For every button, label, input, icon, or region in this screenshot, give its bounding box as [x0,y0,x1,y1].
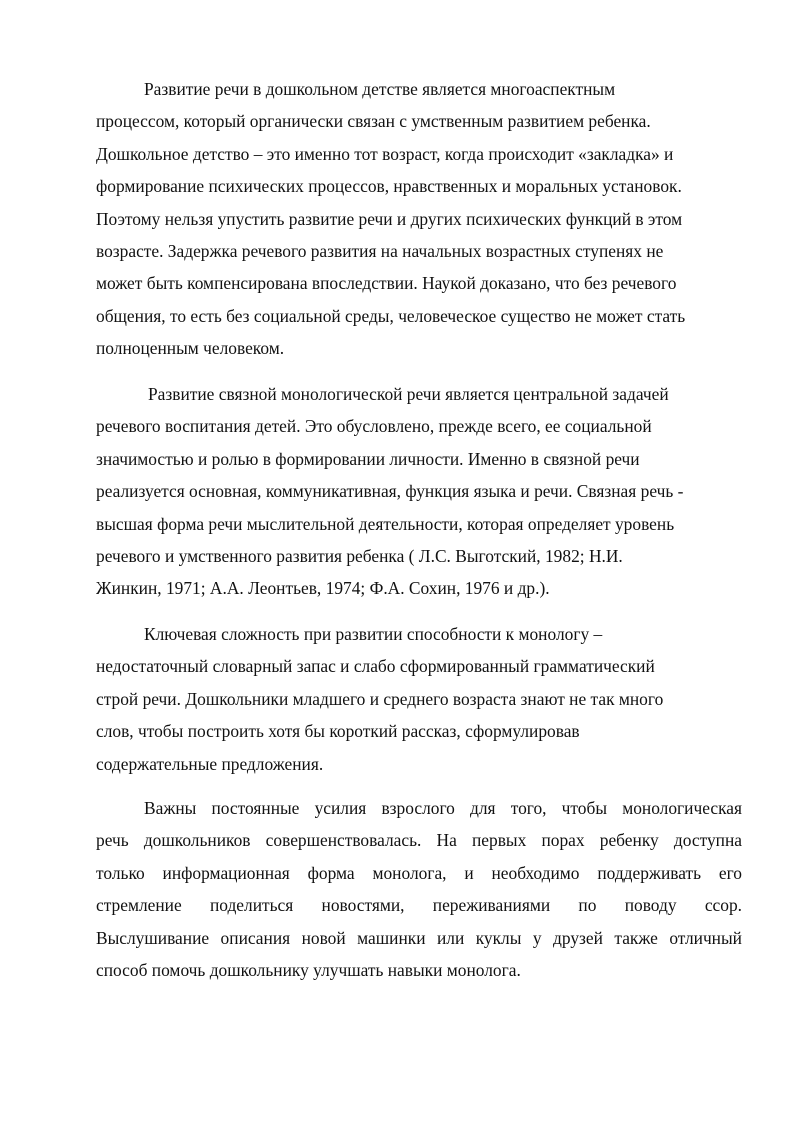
paragraph-line: возрасте. Задержка речевого развития на начальных возрастных ступенях не [96,240,664,261]
paragraph-line: Развитие связной монологической речи является центральной задачей [148,384,669,404]
paragraph-line: только информационная форма монолога, и необходимо поддерживать его [96,862,742,883]
paragraph-line: формирование психических процессов, нравственных и моральных установок. [96,176,682,197]
paragraph-line: способ помочь дошкольнику улучшать навыки монолога. [96,959,521,980]
paragraph-line: Жинкин, 1971; А.А. Леонтьев, 1974; Ф.А. Сохин, 1976 и др.). [96,578,550,599]
paragraph-line: процессом, который органически связан с умственным развитием ребенка. [96,111,651,132]
paragraph-line: общения, то есть без социальной среды, человеческое существо не может стать [96,305,686,326]
paragraph-line: значимостью и ролью в формировании личности. Именно в связной речи [96,448,640,469]
paragraph-line: речевого и умственного развития ребенка ( Л.С. Выготский, 1982; Н.И. [96,545,623,566]
paragraph-4 [96,792,742,986]
paragraph-line: Развитие речи в дошкольном детстве является многоаспектным [144,79,616,99]
paragraph-2 [96,378,742,605]
paragraph-line: речь дошкольников совершенствовалась. На первых порах ребенку доступна [96,830,742,851]
paragraph-line: Дошкольное детство – это именно тот возраст, когда происходит «закладка» и [96,143,674,164]
paragraph-line: реализуется основная, коммуникативная, функция языка и речи. Связная речь - [96,481,684,502]
paragraph-1 [96,73,742,365]
paragraph-line: полноценным человеком. [96,338,285,359]
paragraph-line: содержательные предложения. [96,753,324,774]
paragraph-line: недостаточный словарный запас и слабо сформированный грамматический [96,656,655,677]
paragraph-line: слов, чтобы построить хотя бы короткий рассказ, сформулировав [96,721,580,742]
paragraph-line: Ключевая сложность при развитии способности к монологу – [144,624,603,644]
paragraph-line: речевого воспитания детей. Это обусловлено, прежде всего, ее социальной [96,416,652,437]
paragraph-line: Поэтому нельзя упустить развитие речи и других психических функций в этом [96,208,683,229]
paragraph-line: Важны постоянные усилия взрослого для того, чтобы монологическая [144,798,742,818]
paragraph-line: высшая форма речи мыслительной деятельности, которая определяет уровень [96,513,675,534]
paragraph-line: строй речи. Дошкольники младшего и среднего возраста знают не так много [96,688,664,709]
paragraph-line: может быть компенсирована впоследствии. Наукой доказано, что без речевого [96,273,677,294]
paragraph-line: стремление поделиться новостями, переживаниями по поводу ссор. [96,895,742,916]
paragraph-3 [96,618,742,780]
paragraph-line: Выслушивание описания новой машинки или куклы у друзей также отличный [96,927,742,948]
